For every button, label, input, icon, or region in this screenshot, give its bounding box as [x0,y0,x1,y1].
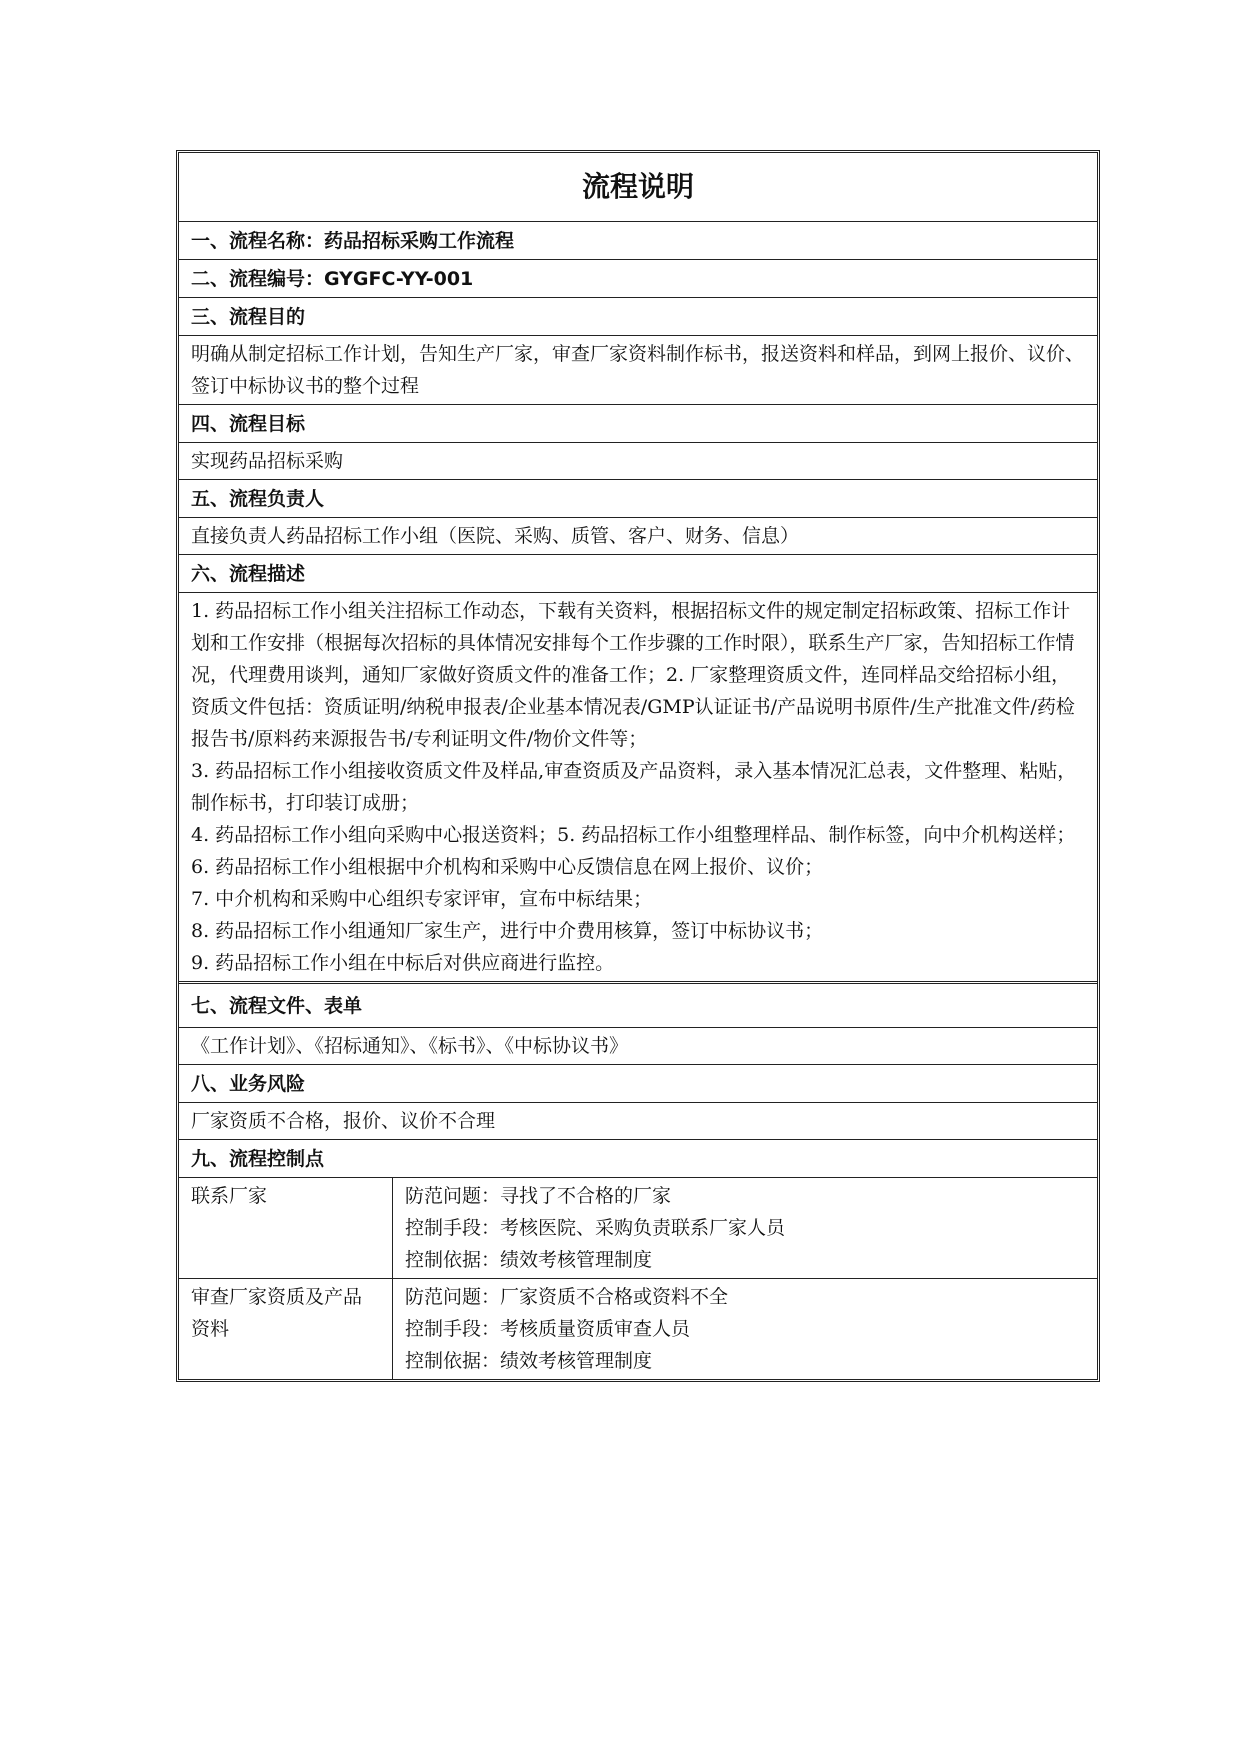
control-point-name: 联系厂家 [179,1178,393,1278]
section-description-heading: 六、流程描述 [179,555,1097,593]
control-point-row [179,1279,1097,1379]
description-paragraph: 9. 药品招标工作小组在中标后对供应商进行监控。 [191,952,615,974]
section-documents-heading: 七、流程文件、表单 [179,984,1097,1028]
description-paragraph: 4. 药品招标工作小组向采购中心报送资料；5. 药品招标工作小组整理样品、制作标签，向中介机构送样；6. 药品招标工作小组根据中介机构和采购中心反馈信息在网上报价、议价； [191,824,1076,878]
description-paragraph: 8. 药品招标工作小组通知厂家生产，进行中介费用核算，签订中标协议书； [191,920,824,942]
section-owner-heading: 五、流程负责人 [179,480,1097,518]
section-owner-body: 直接负责人药品招标工作小组（医院、采购、质管、客户、财务、信息） [179,518,1097,555]
section-purpose-heading: 三、流程目的 [179,298,1097,336]
control-point-row [179,1178,1097,1279]
description-paragraph: 7. 中介机构和采购中心组织专家评审，宣布中标结果； [191,888,653,910]
control-item: 控制依据：绩效考核管理制度 [405,1350,653,1372]
section-risk-heading: 八、业务风险 [179,1065,1097,1103]
section-goal-body: 实现药品招标采购 [179,443,1097,480]
process-description-table [176,150,1100,1382]
section-process-code: 二、流程编号：GYGFC-YY-001 [179,260,1097,298]
control-item: 控制手段：考核医院、采购负责联系厂家人员 [405,1217,786,1239]
control-item: 控制手段：考核质量资质审查人员 [405,1318,691,1340]
page-title: 流程说明 [179,153,1097,222]
control-point-details [393,1279,1097,1379]
description-paragraph: 3. 药品招标工作小组接收资质文件及样品,审查资质及产品资料，录入基本情况汇总表，文件整理、粘贴，制作标书，打印装订成册； [191,760,1077,814]
section-process-name: 一、流程名称：药品招标采购工作流程 [179,222,1097,260]
control-point-name: 审查厂家资质及产品资料 [179,1279,393,1379]
control-item: 防范问题：厂家资质不合格或资料不全 [405,1286,729,1308]
section-goal-heading: 四、流程目标 [179,405,1097,443]
control-item: 控制依据：绩效考核管理制度 [405,1249,653,1271]
section-documents-body: 《工作计划》、《招标通知》、《标书》、《中标协议书》 [179,1028,1097,1065]
section-risk-body: 厂家资质不合格，报价、议价不合理 [179,1103,1097,1140]
description-paragraph: 1. 药品招标工作小组关注招标工作动态，下载有关资料，根据招标文件的规定制定招标政策、招标工作计划和工作安排（根据每次招标的具体情况安排每个工作步骤的工作时限），联系生产厂家，告知招标工作情况，代理费用谈判，通知厂家做好资质文件的准备工作；2. 厂家整理资质文件，连同样品交给招标小组，资质文件包括：资质证明/纳税申报表/企业基本情况表/GMP认证证书/产品说明书原件/生产批准文件/药检报告书/原料药来源报告书/专利证明文件/物价文件等； [191,600,1075,750]
section-purpose-body: 明确从制定招标工作计划，告知生产厂家，审查厂家资料制作标书，报送资料和样品，到网上报价、议价、签订中标协议书的整个过程 [179,336,1097,405]
control-point-details [393,1178,1097,1278]
section-description-body [179,593,1097,984]
control-item: 防范问题：寻找了不合格的厂家 [405,1185,672,1207]
section-control-heading: 九、流程控制点 [179,1140,1097,1178]
